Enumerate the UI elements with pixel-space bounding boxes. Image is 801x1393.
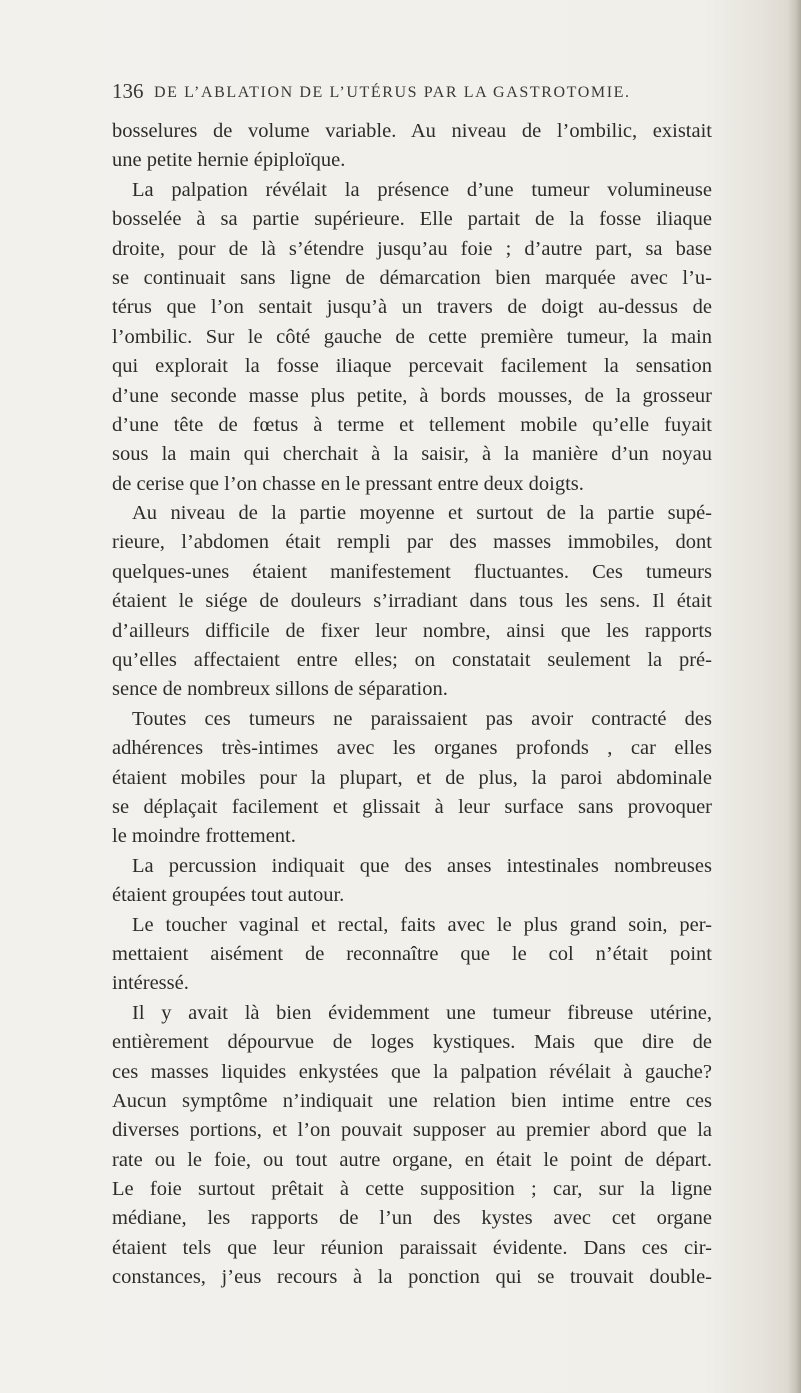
text-line: térus que l’on sentait jusqu’à un travers de doigt au-dessus de — [112, 296, 712, 319]
text-line: Au niveau de la partie moyenne et surtout de la partie supé- — [132, 502, 712, 525]
text-line: Toutes ces tumeurs ne paraissaient pas avoir contracté des — [132, 707, 712, 730]
running-title: DE L’ABLATION DE L’UTÉRUS PAR LA GASTROTOMIE. — [154, 84, 631, 101]
text-line: Le toucher vaginal et rectal, faits avec le plus grand soin, per- — [132, 913, 712, 936]
text-line: d’ailleurs difficile de fixer leur nombre, ainsi que les rapports — [112, 619, 712, 642]
text-line: constances, j’eus recours à la ponction qui se trouvait double- — [112, 1266, 712, 1289]
text-line: sous la main qui cherchait à la saisir, à la manière d’un noyau — [112, 443, 712, 466]
text-line: Il y avait là bien évidemment une tumeur fibreuse utérine, — [132, 1001, 712, 1024]
text-line: droite, pour de là s’étendre jusqu’au foie ; d’autre part, sa base — [112, 237, 712, 260]
text-line: l’ombilic. Sur le côté gauche de cette première tumeur, la main — [112, 325, 712, 348]
text-line: une petite hernie épiploïque. — [112, 149, 346, 172]
page-number: 136 — [112, 79, 144, 103]
running-header — [112, 79, 712, 106]
text-line: entièrement dépourvue de loges kystiques. Mais que dire de — [112, 1031, 712, 1054]
text-line: diverses portions, et l’on pouvait supposer au premier abord que la — [112, 1119, 712, 1142]
page-edge-shadow — [787, 0, 801, 1393]
text-line: bosselée à sa partie supérieure. Elle partait de la fosse iliaque — [112, 208, 712, 231]
text-line: adhérences très-intimes avec les organes profonds , car elles — [112, 737, 712, 760]
text-line: étaient tels que leur réunion paraissait évidente. Dans ces cir- — [112, 1236, 712, 1259]
text-line: étaient groupées tout autour. — [112, 884, 345, 907]
text-line: rate ou le foie, ou tout autre organe, en était le point de départ. — [112, 1148, 712, 1171]
text-line: étaient le siége de douleurs s’irradiant dans tous les sens. Il était — [112, 590, 712, 613]
text-line: étaient mobiles pour la plupart, et de plus, la paroi abdominale — [112, 766, 712, 789]
text-line: La palpation révélait la présence d’une tumeur volumineuse — [132, 178, 712, 201]
text-line: Le foie surtout prêtait à cette supposition ; car, sur la ligne — [112, 1178, 712, 1201]
text-line: d’une seconde masse plus petite, à bords mousses, de la grosseur — [112, 384, 712, 407]
text-line: de cerise que l’on chasse en le pressant entre deux doigts. — [112, 472, 584, 495]
text-line: qui explorait la fosse iliaque percevait facilement la sensation — [112, 355, 712, 378]
text-line: bosselures de volume variable. Au niveau de l’ombilic, existait — [112, 120, 712, 142]
text-line: se continuait sans ligne de démarcation bien marquée avec l’u- — [112, 266, 712, 289]
text-line: ces masses liquides enkystées que la palpation révélait à gauche? — [112, 1060, 712, 1083]
text-line: médiane, les rapports de l’un des kystes avec cet organe — [112, 1207, 712, 1230]
text-line: d’une tête de fœtus à terme et tellement mobile qu’elle fuyait — [112, 413, 712, 436]
text-line: quelques-unes étaient manifestement fluctuantes. Ces tumeurs — [112, 560, 712, 583]
text-line: qu’elles affectaient entre elles; on constatait seulement la pré- — [112, 649, 712, 672]
text-line: mettaient aisément de reconnaître que le col n’était point — [112, 942, 712, 965]
text-line: Aucun symptôme n’indiquait une relation bien intime entre ces — [112, 1089, 712, 1112]
text-line: La percussion indiquait que des anses intestinales nombreuses — [132, 854, 712, 877]
body-text — [112, 117, 712, 1293]
text-line: sence de nombreux sillons de séparation. — [112, 678, 448, 701]
text-line: intéressé. — [112, 972, 189, 995]
text-line: le moindre frottement. — [112, 825, 296, 848]
text-line: rieure, l’abdomen était rempli par des masses immobiles, dont — [112, 531, 712, 554]
text-line: se déplaçait facilement et glissait à leur surface sans provoquer — [112, 795, 712, 818]
